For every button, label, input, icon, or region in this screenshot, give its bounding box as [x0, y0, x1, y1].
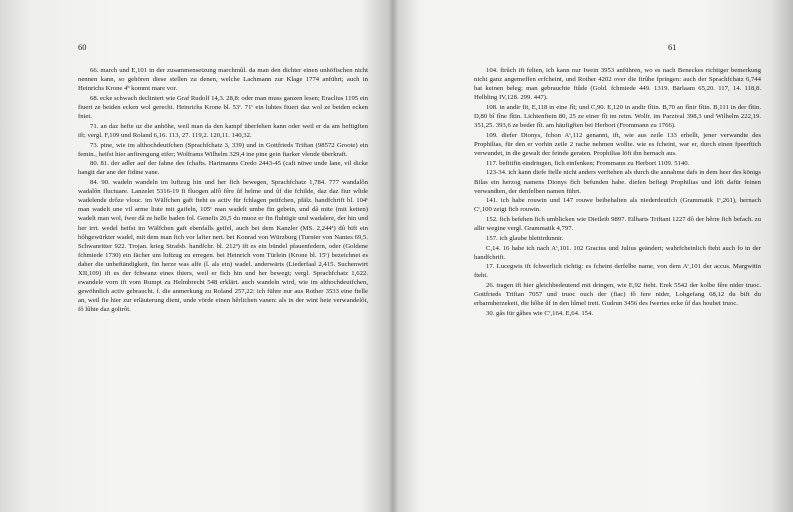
note-paragraph: C,14. 16 habe ich nach Aᶜ,101. 102 Gracius und Julius geändert; wahrfcheinlich fteht auch fo in der handfchrift.: [474, 244, 761, 261]
note-paragraph: 109. diefer Dionys, fchon Aᶜ,112 genannt, ift, wie aus zeile 133 erhellt, jener verwandte des Prophilias, für den er vorhin zeile 2 rache nehmen wollte. wie es fcheint, war er, durch einen fpeerftich verwundet, in die gewalt der feinde geraten. Prophilias löft ihn hernach aus.: [474, 131, 761, 158]
note-paragraph: 84. 90. wadeln wandeln im luftzug hin und her fich bewegen, Sprachfchatz 1,784. 777 wandalôn wadalôn fluctuare. Lanzelet 5316-19 fi fluogen alfô fêre ûf helme und ûf die fchilde, daz daz fiur wîtde wadelende drôze vlouc. im Wälfchen gaft fteht es activ für fchlagen peitfchen, pfälz. handfchrift bl. 104ᶜ man wadelt une vil arme liute mit gaifeln, 105ᶜ man wadelt umbe fin gebein, und dâ mite (mit ketten) wadelt man wol, fwer dâ ze helle baden fol. Genefis 26,5 du muoz er fin fluhtigir und wadalere, der hin und her irrt. wedel heifst im Wälfchen gaft ebenfalls geifel, auch bei dem Kanzler (MS. 2,244ᵃ) dû bift ein hôhgewürkter wadel, mit dem man fich vor lafter nert. bei Konrad von Würzburg (Turnier von Nantes 69,5. Schwanritter 922. Trojan. krieg Strafsb. handfchr. bl. 212ᵃ) ift es ein bündel pfauenfedern, oder (Goldene fchmiede 1730) ein fächer um luftzug zu erregen. bei Heinrich vom Türlein (Krone bl. 15ᶜ) bezeichnet es daher die unbeftändigkeit, fin herze was alfe (l. als ein) wadel. anderwärts (Liederfaal 2,415. Suchenwirt XII,109) ift es der fchwanz eines thiers, weil er fich hin und her bewegt; vergl. Sprachfchatz 1,622. ewandele vorn ift vom Rumpt zu Helmbrecht 548 erklärt. auch wandeln wird, wie im althochdeutfchen, gewöhnlich activ gebraucht. f. die anmerkung zu Roland 257,22: ich führe nur aus Rother 3533 eine ftelle an, weil fie hier zur erläuterung dient, unde vörde einen hêrlichen vanen: als in der wint hete verwandelôt, fô lûhte daz goltrôt.: [78, 179, 368, 314]
page-number-right: 61: [668, 42, 677, 52]
left-page: [0, 0, 392, 512]
note-paragraph: 68. ecke schwach decliniert wie Graf Rudolf 14,3. 28,8: oder man muss ganzen lesen; Eraclius 1195 ein fiuert ze beiden ecken wol gerecht. Heinrichs Krone bl. 53ᶜ. 71ᶜ ein luhtes fiuert daz wol ze beiden ecken fniet.: [78, 94, 368, 121]
right-page: [396, 0, 793, 512]
note-paragraph: 71. an daz hefte uz die anhöhe, weil man da den kampf überfehen kann oder weil er da am heftigften ift; vergl. F,109 und Roland 6,16. 113, 27. 119,2. 120,11. 140,32.: [78, 122, 368, 139]
note-paragraph: 157. ich glaube blettirdunnir.: [486, 234, 564, 242]
note-paragraph: 104. ftrûch ift felten, ich kann nur Iwein 3953 anführen, wo es nach Beneckes richtiger bemerkung nicht ganz angemeffen erfcheint, und Rother 4202 over die ftrûhe fpringen: auch der Sprachfchatz 6,744 hat keinen beleg; man gebrauchte ftûde (Gold. fchmiede 449. 1319. Bärlaam 65,20. 117, 14. 118,8. Helbling IV,128. 299. 447).: [474, 67, 761, 102]
note-paragraph: 66. march und E,101 in der zusammensetzung marchmûl. da man den dichter einen unhöfischen nicht nennen kann, so gehören diese stellen zu denen, welche Lachmann zur Klage 1774 anführt; auch in Heinrichs Krone 4ᵇ kommt mare vor.: [78, 67, 368, 93]
note-paragraph: 17. Lucegwis ift fchwerlich richtig: es fcheint derfelbe name, von dem Aᶜ,101 der accus. Margwitin fteht.: [474, 263, 761, 280]
note-paragraph: 80. 81. der adler auf der fahne des fchafts. Hartmanns Credo 2443-45 (caft nüwe unde lane, vil dicke hangit dar ane der fidine vane.: [78, 160, 368, 177]
note-paragraph: 108. in andir fit, E,118 in eine fît; und C,90. E,120 in andir fîtin. B,70 an fînir fîtin. B,111 in der fîtin. D,80 bî fîne fîtin. Lichtenftein 80, 25 ze einer fît im reim. Wolfr. im Parzival 398,3 und Wilhelm 222,19. 351,25. 393,6 ze beder fît. am häufigften bei Herbort (Frommann zu 1766).: [474, 103, 761, 130]
note-paragraph: 152. fich befehen fich umblicken wie Dietleib 9897. Eilharts Triftant 1227 dô der hêrre fich befach. zu allir wegine vergl. Grammatik 4,797.: [474, 216, 761, 233]
note-paragraph: 73. pine, wie im althochdeutfchen (Sprachfchatz 3, 339) und in Gottfrieds Triftan (98572 Groote) ein femin., heifst hier anftrengung eifer; Wolframs Wilhelm 329,4 ine pine gein ftarker vlende überkraft.: [78, 141, 368, 158]
note-paragraph: 123-34. ich kann diefe ftelle nicht anders verftehen als durch die annahme dafs in dem heer des königs Bilas ein herzog namens Dionys fich befunden habe. diefen befiegt Prophilias und löft dafür feinen verwandten, der denfelben namen führt.: [474, 169, 761, 195]
note-paragraph: 117. befitifin eindringen, fich einfenken; Frommann zu Herbort 1109. 5140.: [486, 159, 690, 167]
right-page-text: [474, 66, 761, 318]
note-paragraph: 141. ich habe rouwin und 147 rouwe beibehalten als niederdeutfch (Grammatik 1ᶜ,261), hernach Cᶜ,100 zeigt fich rouwin.: [474, 197, 761, 214]
note-paragraph: 30. gâs für gâhes wie Cᶜ,164. E,64. 154.: [486, 309, 594, 317]
note-paragraph: 26. tragen ift hier gleichbedeutend mit dringen, wie E,92 fteht. Erek 5542 der kolbe fêre nider truoc. Gottfrieds Triftan 7057 und truoc ouch der (fiac) fô fere nider, Lohgefang 68,12 du bift du erbarmherzekeit, die hôhe ûf in den hîmel treit. Gudrun 3456 des fwertes ecke ûf das houbet truoc.: [474, 282, 761, 308]
left-page-text: [78, 66, 368, 315]
page-number-left: 60: [78, 42, 87, 52]
